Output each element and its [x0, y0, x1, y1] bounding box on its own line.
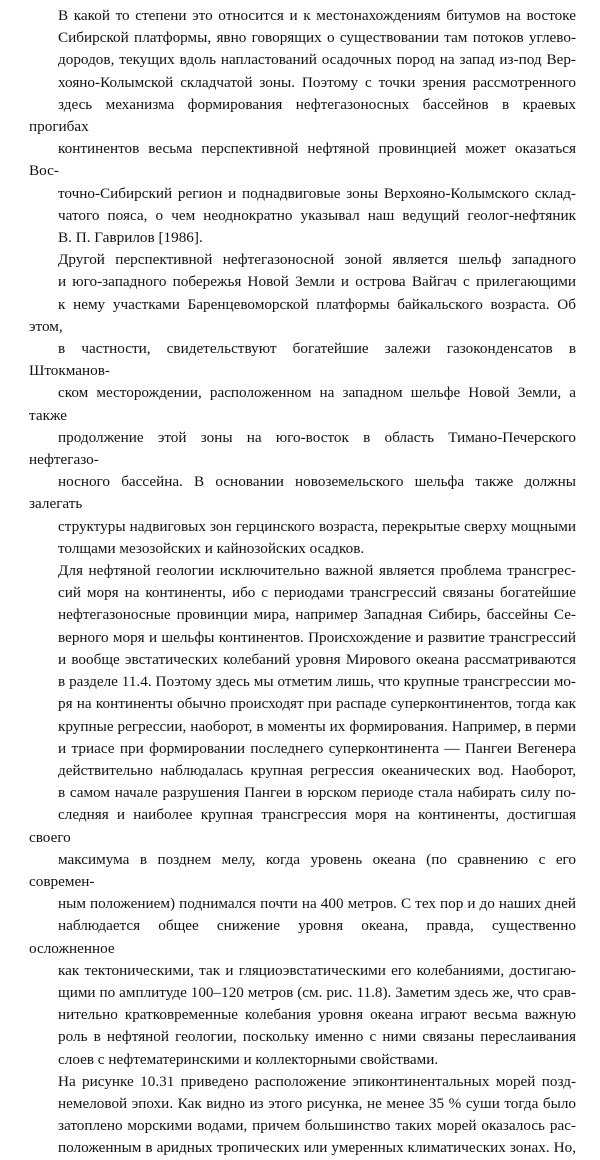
text-line: следняя и наиболее крупная трансгрессия моря на континенты, достигшая своего [29, 806, 576, 846]
text-line: продолжение этой зоны на юго-восток в область Тимано-Печерского нефтегазо- [29, 428, 576, 469]
text-line: и триасе при формировании последнего суперконтинента — Пангеи Вегенера [58, 739, 576, 757]
text-line: сий моря на континенты, ибо с периодами трансгрессий связаны богатейшие [58, 584, 576, 602]
text-line: толщами мезозойских и кайнозойских осадков. [58, 539, 365, 557]
paragraph-bitumen [29, 5, 576, 249]
text-line: чатого пояса, о чем неоднократно указывал наш ведущий геолог-нефтяник [58, 206, 576, 224]
text-line: структуры надвиговых зон герцинского возраста, перекрытые сверху мощными [58, 517, 576, 535]
text-line: точно-Сибирский регион и поднадвиговые зоны Верхояно-Колымского склад- [58, 184, 576, 202]
text-line: носного бассейна. В основании новоземельского шельфа также должны залегать [29, 473, 576, 513]
text-line: ском месторождении, расположенном на западном шельфе Новой Земли, а также [29, 384, 576, 424]
paragraph-novaya-zemlya [29, 249, 576, 560]
text-line: Сибирской платформы, явно говорящих о существовании там потоков углево- [58, 29, 576, 47]
paragraph-transgressions [29, 560, 576, 1071]
text-line: здесь механизма формирования нефтегазоносных бассейнов в краевых прогибах [29, 95, 576, 136]
text-line: верного моря и шельфы континентов. Происхождение и развитие трансгрессий [58, 628, 576, 646]
text-line: действительно наблюдалась крупная регрессия океанических вод. Наоборот, [58, 761, 576, 779]
text-line: в разделе 11.4. Поэтому здесь мы отметим лишь, что крупные трансгрессии мо- [58, 673, 576, 691]
text-line: слоев с нефтематеринскими и коллекторными свойствами. [58, 1050, 439, 1068]
text-line: На рисунке 10.31 приведено расположение эпиконтинентальных морей позд- [58, 1072, 576, 1090]
text-line: и юго-западного побережья Новой Земли и острова Вайгач с прилегающими [58, 273, 576, 291]
text-line: В какой то степени это относится и к местонахождениям битумов на востоке [58, 7, 576, 24]
text-line: в частности, свидетельствуют богатейшие залежи газоконденсатов в Штокманов- [29, 340, 576, 380]
text-line: ря на континенты обычно происходят при распаде суперконтинентов, тогда как [58, 695, 576, 713]
text-line: как тектоническими, так и гляциоэвстатическими его колебаниями, достигаю- [58, 961, 576, 979]
text-line: хояно-Колымской складчатой зоны. Поэтому с точки зрения рассмотренного [58, 73, 576, 91]
text-line: к нему участками Баренцевоморской платформы байкальского возраста. Об этом, [29, 295, 576, 335]
text-line: в самом начале разрушения Пангеи в юрском периоде стала набирать силу по- [58, 784, 576, 802]
text-line: нефтегазоносные провинции мира, например Западная Сибирь, бассейны Се- [58, 606, 576, 624]
text-line: ным положением) поднимался почти на 400 метров. С тех пор и до наших дней [58, 895, 576, 913]
text-line: континентов весьма перспективной нефтяной провинцией может оказаться Вос- [29, 140, 576, 180]
text-line: немеловой эпохи. Как видно из этого рисунка, не менее 35 % суши тогда было [58, 1094, 576, 1112]
text-line: и вообще эвстатических колебаний уровня Мирового океана рассматриваются [58, 650, 576, 668]
text-line: затоплено морскими водами, причем большинство таких морей оказалось рас- [58, 1117, 576, 1135]
paragraph-epicontinental-seas [29, 1071, 576, 1160]
text-line: дородов, текущих вдоль напластований осадочных пород на запад из-под Вер- [58, 51, 576, 69]
text-line: щими по амплитуде 100–120 метров (см. рис. 11.8). Заметим здесь же, что срав- [58, 983, 576, 1001]
text-line: наблюдается общее снижение уровня океана, правда, существенно осложненное [29, 917, 576, 957]
text-line: нительно кратковременные колебания уровня океана играют весьма важную [58, 1006, 576, 1024]
text-line: роль в нефтяной геологии, поскольку именно с ними связаны переслаивания [58, 1028, 576, 1046]
text-line: Другой перспективной нефтегазоносной зоной является шельф западного [58, 251, 576, 269]
text-line: крупные регрессии, наоборот, в моменты их формирования. Например, в перми [58, 717, 576, 735]
text-line: Для нефтяной геологии исключительно важной является проблема трансгрес- [58, 562, 576, 580]
text-line: положенным в аридных тропических или умеренных климатических зонах. Но, [58, 1139, 576, 1157]
text-line: В. П. Гаврилов [1986]. [58, 229, 203, 247]
text-line: максимума в позднем мелу, когда уровень океана (по сравнению с его современ- [29, 850, 576, 890]
